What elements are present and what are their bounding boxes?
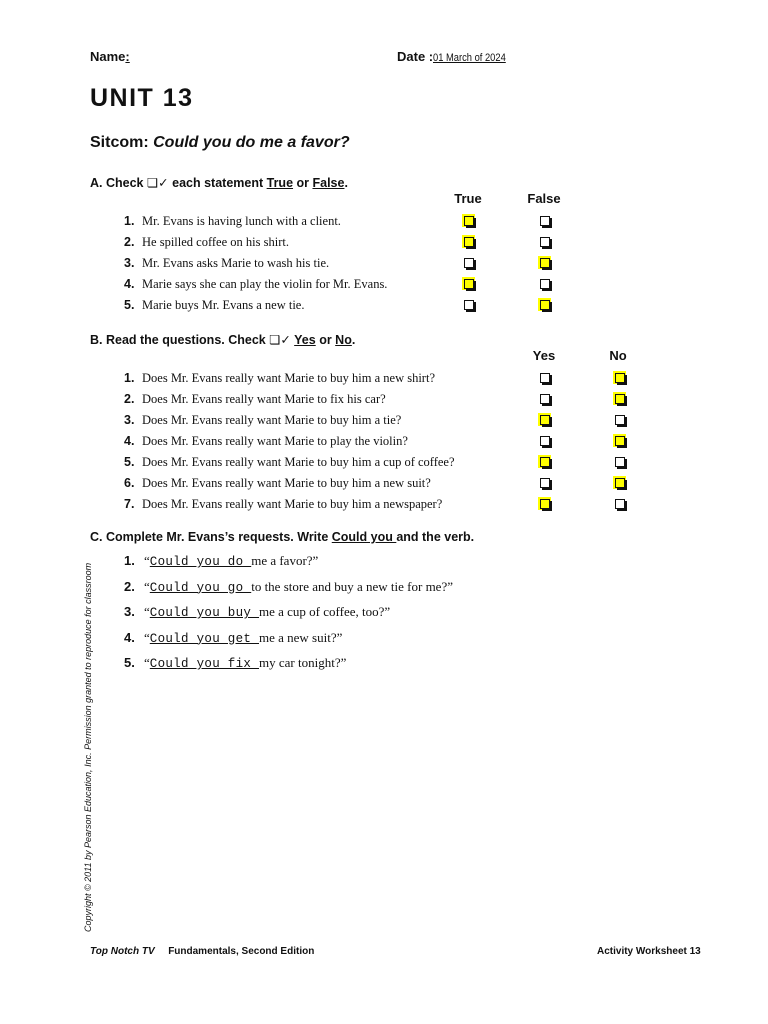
checkbox-square xyxy=(540,373,550,383)
checkbox-col1[interactable] xyxy=(462,298,475,311)
item-text: Does Mr. Evans really want Marie to buy him a cup of coffee? xyxy=(142,455,455,469)
date-value: 01 March of 2024 xyxy=(433,52,506,64)
checkbox-square xyxy=(464,300,474,310)
checkbox-col2[interactable] xyxy=(613,476,626,489)
list-item xyxy=(124,390,386,408)
open-quote: “ xyxy=(144,578,150,594)
item-text: He spilled coffee on his shirt. xyxy=(142,235,289,249)
request-rest: my car tonight?” xyxy=(259,655,347,670)
item-number: 7. xyxy=(124,497,135,511)
request-rest: me a new suit?” xyxy=(259,629,343,645)
section-a-label: A. Check xyxy=(90,176,147,190)
col-head-true: True xyxy=(454,191,482,206)
checkbox-col2[interactable] xyxy=(538,214,551,227)
section-c-label-underlined: Could you xyxy=(331,530,397,544)
section-b-opt-no: No xyxy=(335,333,352,347)
checkbox-square xyxy=(615,499,625,509)
list-item xyxy=(124,432,408,450)
list-item xyxy=(124,296,304,314)
col-head-yes: Yes xyxy=(532,348,556,363)
checkbox-col2[interactable] xyxy=(538,277,551,290)
section-a-label-mid: each statement xyxy=(168,176,267,190)
checkbox-col2[interactable] xyxy=(613,392,626,405)
checkbox-col1[interactable] xyxy=(462,214,475,227)
answer-blank[interactable]: Could you buy xyxy=(149,606,259,620)
checkbox-square xyxy=(540,216,550,226)
date-label: Date : xyxy=(397,49,434,64)
section-c-label: C. Complete Mr. Evans’s requests. Write xyxy=(90,530,332,544)
request-line xyxy=(124,653,346,673)
item-number: 3. xyxy=(124,256,135,270)
item-text: Marie buys Mr. Evans a new tie. xyxy=(142,298,305,312)
checkbox-square xyxy=(464,258,474,268)
date-field xyxy=(397,49,519,64)
item-number: 1. xyxy=(124,371,135,385)
subtitle-italic: Could you do me a favor? xyxy=(153,134,350,151)
list-item xyxy=(124,495,442,513)
list-item xyxy=(124,453,455,471)
section-b-or: or xyxy=(315,333,336,347)
item-number: 2. xyxy=(124,392,135,406)
list-item xyxy=(124,212,341,230)
section-b-end: . xyxy=(351,333,356,347)
section-c-label-post: and the verb. xyxy=(396,530,475,544)
item-number: 1. xyxy=(124,553,135,568)
footer-brand: Top Notch TV xyxy=(90,946,155,957)
checkbox-square xyxy=(615,436,625,446)
footer-edition: Fundamentals, Second Edition xyxy=(168,946,315,957)
checkbox-square xyxy=(464,237,474,247)
item-number: 6. xyxy=(124,476,135,490)
checkbox-col1[interactable] xyxy=(462,256,475,269)
checkbox-col1[interactable] xyxy=(538,371,551,384)
item-text: Does Mr. Evans really want Marie to buy him a tie? xyxy=(142,413,402,427)
item-text: Mr. Evans is having lunch with a client. xyxy=(142,214,341,228)
section-a-heading xyxy=(90,175,348,190)
answer-blank[interactable]: Could you fix xyxy=(149,657,259,671)
list-item xyxy=(124,233,289,251)
item-number: 1. xyxy=(124,214,135,228)
checkbox-square xyxy=(464,216,474,226)
checkbox-col1[interactable] xyxy=(538,455,551,468)
footer-worksheet: Activity Worksheet 13 xyxy=(597,946,701,957)
checkbox-square xyxy=(540,415,550,425)
item-number: 5. xyxy=(124,298,135,312)
item-number: 4. xyxy=(124,277,135,291)
checkbox-square xyxy=(540,436,550,446)
section-b-opt-yes: Yes xyxy=(294,333,316,347)
checkbox-col2[interactable] xyxy=(613,455,626,468)
checkbox-square xyxy=(540,237,550,247)
open-quote: “ xyxy=(144,629,150,645)
section-b-heading xyxy=(90,332,355,347)
item-text: Mr. Evans asks Marie to wash his tie. xyxy=(142,256,330,270)
checkbox-col2[interactable] xyxy=(613,434,626,447)
checkbox-col2[interactable] xyxy=(613,497,626,510)
name-label: Name xyxy=(90,49,126,64)
section-a-or: or xyxy=(293,176,313,190)
checkbox-square xyxy=(540,478,550,488)
request-line xyxy=(124,577,453,597)
section-a-opt-true: True xyxy=(266,176,294,190)
item-text: Does Mr. Evans really want Marie to play the violin? xyxy=(142,434,408,448)
item-number: 2. xyxy=(124,578,135,594)
name-colon: : xyxy=(125,49,130,64)
checkbox-square xyxy=(540,394,550,404)
answer-blank[interactable]: Could you go xyxy=(149,580,252,595)
checkbox-col1[interactable] xyxy=(538,434,551,447)
checkbox-col2[interactable] xyxy=(538,298,551,311)
checkbox-col2[interactable] xyxy=(613,371,626,384)
checkbox-square xyxy=(540,279,550,289)
request-line xyxy=(124,628,342,648)
checkbox-col2[interactable] xyxy=(538,235,551,248)
check-symbols: ❏✓ xyxy=(269,332,291,347)
checkbox-col1[interactable] xyxy=(462,277,475,290)
checkbox-col2[interactable] xyxy=(538,256,551,269)
item-text: Does Mr. Evans really want Marie to buy him a newspaper? xyxy=(142,497,443,511)
copyright-notice: Copyright © 2011 by Pearson Education, Inc. Permission granted to reproduce for classroom xyxy=(83,562,93,932)
checkbox-col1[interactable] xyxy=(538,497,551,510)
item-number: 5. xyxy=(124,655,135,670)
open-quote: “ xyxy=(144,553,150,568)
open-quote: “ xyxy=(144,655,150,670)
item-number: 4. xyxy=(124,434,135,448)
section-a-end: . xyxy=(344,176,348,190)
col-head-false: False xyxy=(527,191,561,206)
checkbox-square xyxy=(464,279,474,289)
item-text: Marie says she can play the violin for Mr. Evans. xyxy=(142,277,388,291)
item-number: 3. xyxy=(124,413,135,427)
section-c-heading xyxy=(90,530,474,544)
item-number: 2. xyxy=(124,235,135,249)
item-number: 3. xyxy=(124,604,135,619)
checkbox-square xyxy=(615,394,625,404)
subtitle-prefix: Sitcom: xyxy=(90,134,149,151)
open-quote: “ xyxy=(144,604,150,619)
answer-blank[interactable]: Could you do xyxy=(149,555,252,569)
section-a-opt-false: False xyxy=(312,176,345,190)
list-item xyxy=(124,474,431,492)
request-rest: me a favor?” xyxy=(251,553,319,568)
checkbox-col1[interactable] xyxy=(538,476,551,489)
footer-left xyxy=(90,946,314,957)
item-text: Does Mr. Evans really want Marie to buy him a new shirt? xyxy=(142,371,435,385)
checkbox-square xyxy=(540,258,550,268)
checkbox-square xyxy=(540,499,550,509)
col-head-no: No xyxy=(609,348,627,363)
checkbox-col1[interactable] xyxy=(538,413,551,426)
section-b-label: B. Read the questions. Check xyxy=(90,333,270,347)
checkbox-square xyxy=(615,478,625,488)
item-text: Does Mr. Evans really want Marie to buy him a new suit? xyxy=(142,476,431,490)
checkbox-square xyxy=(540,457,550,467)
list-item xyxy=(124,411,401,429)
checkbox-square xyxy=(615,415,625,425)
checkbox-col1[interactable] xyxy=(538,392,551,405)
checkbox-square xyxy=(615,457,625,467)
name-field xyxy=(90,49,130,64)
check-symbols: ❏✓ xyxy=(146,175,169,190)
request-rest: me a cup of coffee, too?” xyxy=(259,604,391,619)
item-number: 5. xyxy=(124,455,135,469)
list-item xyxy=(124,254,329,272)
checkbox-square xyxy=(540,300,550,310)
request-line xyxy=(124,551,318,571)
request-line xyxy=(124,602,390,622)
page-title: UNIT 13 xyxy=(90,84,194,112)
list-item xyxy=(124,275,387,293)
checkbox-square xyxy=(615,373,625,383)
request-rest: to the store and buy a new tie for me?” xyxy=(251,578,453,594)
subtitle xyxy=(90,134,350,152)
checkbox-col2[interactable] xyxy=(613,413,626,426)
item-number: 4. xyxy=(124,629,135,645)
checkbox-col1[interactable] xyxy=(462,235,475,248)
list-item xyxy=(124,369,435,387)
answer-blank[interactable]: Could you get xyxy=(149,631,259,646)
item-text: Does Mr. Evans really want Marie to fix his car? xyxy=(142,392,386,406)
